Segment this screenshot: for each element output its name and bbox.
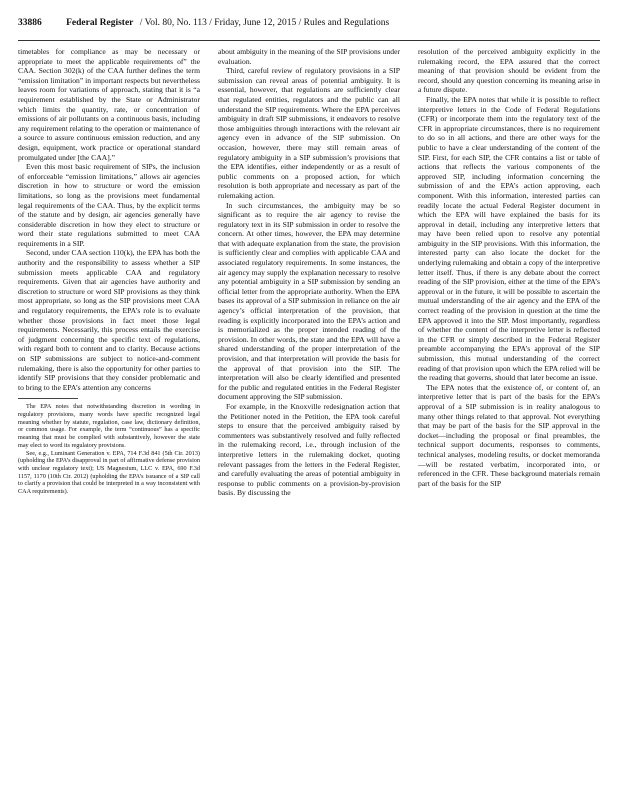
column-3 [418,47,600,787]
paragraph: For example, in the Knoxville redesignation action that the Petitioner noted in the Petition, the EPA took careful steps to ensure that the perceived ambiguity raised by commenters was substantively resolved and fully reflected in the rulemaking record, i.e., through inclusion of the interpretive letters in the rulemaking docket, quoting relevant passages from the letters in the Federal Register, and carefully evaluating the areas of potential ambiguity in response to public comments on a provision-by-provision basis. By discussing the [218,401,400,498]
paragraph: Second, under CAA section 110(k), the EPA has both the authority and the responsibility to assess whether a SIP submission meets applicable CAA and regulatory requirements. Given that air agencies have authority and discretion to structure or word SIP provisions as they think most appropriate, so long as the SIP provisions meet CAA and regulatory requirements, the EPA’s role is to evaluate whether those provisions in fact meet those legal requirements. Necessarily, this process entails the exercise of judgment concerning the specific text of regulations, with regard both to content and to clarity. Because actions on SIP submissions are subject to notice-and-comment rulemaking, there is also the opportunity for other parties to identify SIP provisions that they consider problematic and to bring to the EPA’s attention any concerns [18,248,200,392]
paragraph: Finally, the EPA notes that while it is possible to reflect interpretive letters in the Code of Federal Regulations (CFR) or incorporate them into the regulatory text of the CFR in appropriate circumstances, there is no requirement to do so in all actions, and there are other ways for the public to have a clear understanding of the content of the SIP. First, for each SIP, the CFR contains a list or table of actions that reflects the various components of the approved SIP, including information concerning the submission of and the EPA’s action approving, each component. With this information, interested parties can readily locate the actual Federal Register document in which the EPA will have explained the basis for its approval in detail, including any interpretive letters that may have been relied upon to resolve any potential ambiguity in the SIP provisions. With this information, the interested party can also locate the docket for the underlying rulemaking and obtain a copy of the interpretive letter itself. Thus, if there is any debate about the correct reading of the SIP provision, either at the time of the EPA’s approval or in the future, it will be possible to ascertain the mutual understanding of the air agency and the EPA of the correct reading of the provision in question at the time the EPA approved it into the SIP. Most importantly, regardless of whether the content of the interpretive letter is reflected in the CFR or simply described in the Federal Register preamble accompanying the EPA’s approval of the SIP submission, this mutual understanding of the correct reading of that provision upon which the EPA relied will be the reading that governs, should that later become an issue. [418,94,600,383]
footnote: The EPA notes that notwithstanding discretion in wording in regulatory provisions, many words have specific recognized legal meaning whether by statute, regulation, case law, dictionary definition, or common usage. For example, the term “continuous” has a specific meaning that must be complied with substantively, however the state may elect to word its regulatory provisions. [18,403,200,449]
publication-title: Federal Register [66,18,134,28]
footnote: See, e.g., Luminant Generation v. EPA, 714 F.3d 841 (5th Cir. 2013) (upholding the EPA’s disapproval in part of affirmative defense provision with unclear regulatory text); US Magnesium, LLC v. EPA, 690 F.3d 1157, 1170 (10th Cir. 2012) (upholding the EPA’s issuance of a SIP call to clarify a provision that could be interpreted in a way inconsistent with CAA requirements). [18,449,200,496]
paragraph: The EPA notes that the existence of, or content of, an interpretive letter that is part of the basis for the EPA’s approval of a SIP submission is in reality analogous to many other things related to that approval. Not everything that may be part of the basis for the SIP approval in the docket—including the proposal or final preambles, the technical support documents, responses to comments, technical analyses, modeling results, or docket memoranda—will be restated verbatim, incorporated into, or referenced in the CFR. These background materials remain part of the basis for the SIP [418,382,600,488]
page-number: 33886 [18,18,42,28]
paragraph: In such circumstances, the ambiguity may be so significant as to require the air agency to revise the regulatory text in its SIP submission in order to resolve the concern. At other times, however, the EPA may determine that with adequate explanation from the state, the provision is sufficiently clear and complies with applicable CAA and associated regulatory requirements. In some instances, the air agency may supply the explanation necessary to resolve any potential ambiguity in a SIP submission by sending an official letter from the appropriate authority. When the EPA bases its approval of a SIP submission in reliance on the air agency’s official interpretation of the provision, that reading is explicitly incorporated into the EPA’s action and is memorialized as the proper intended reading of the provision. In other words, the state and the EPA will have a shared understanding of the proper interpretation of the provision, and that interpretation will provide the basis for the approval of that provision into the SIP. The interpretation will also be clearly identified and presented for the public and regulated entities in the Federal Register document approving the SIP submission. [218,200,400,402]
column-2 [218,47,400,787]
issue-info: / Vol. 80, No. 113 / Friday, June 12, 2015 / Rules and Regulations [139,18,390,28]
paragraph: resolution of the perceived ambiguity explicitly in the rulemaking record, the EPA assured that the correct meaning of that provision should be evident from the record, should any question concerning its meaning arise in a future dispute. [418,47,600,95]
header-divider [18,40,600,41]
paragraph: timetables for compliance as may be necessary or appropriate to meet the applicable requirements of” the CAA. Section 302(k) of the CAA further defines the term “emission limitation” in important respects but nevertheless leaves room for variations of approach, stating that it is “a requirement established by the State or Administrator which limits the quantity, rate, or concentration of emissions of air pollutants on a continuous basis, including any requirement relating to the operation or maintenance of a source to assure continuous emission reduction, and any design, equipment, work practice or operational standard promulgated under [the CAA].” [18,47,200,162]
footnote-divider [18,398,78,399]
paragraph: about ambiguity in the meaning of the SIP provisions under evaluation. [218,47,400,66]
paragraph: Even this most basic requirement of SIPs, the inclusion of enforceable “emission limitations,” allows air agencies discretion in how to structure or word the emission limitations, so long as the provisions meet fundamental legal requirements of the CAA. Thus, by the explicit terms of the statute and by design, air agencies generally have considerable discretion in how they elect to structure or word their state regulations submitted to meet CAA requirements in a SIP. [18,162,200,248]
paragraph: Third, careful review of regulatory provisions in a SIP submission can reveal areas of potential ambiguity. It is essential, however, that regulations are sufficiently clear that regulated entities, regulators and the public can all understand the SIP requirements. Where the EPA perceives ambiguity in draft SIP submissions, it endeavors to resolve those ambiguities through interactions with the relevant air agency even in advance of the SIP submission. On occasion, however, there may still remain areas of regulatory ambiguity in a SIP submission’s provisions that the EPA identifies, either independently or as a result of public comments on a proposed action, for which resolution is both appropriate and necessary as part of the rulemaking action. [218,66,400,200]
page-header [18,18,600,32]
footnotes [18,403,200,495]
column-1 [18,47,200,787]
